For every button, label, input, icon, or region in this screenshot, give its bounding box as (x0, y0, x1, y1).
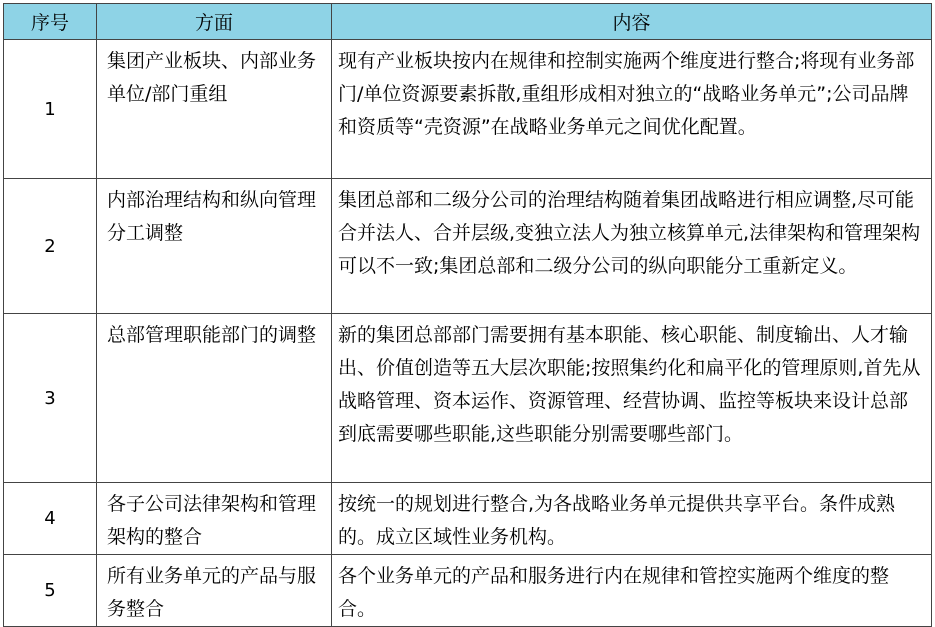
row-aspect: 总部管理职能部门的调整 (107, 324, 317, 346)
row-content: 现有产业板块按内在规律和控制实施两个维度进行整合;将现有业务部门/单位资源要素拆散,重组形成相对独立的“战略业务单元”;公司品牌和资质等“壳资源”在战略业务单元之间优化配置。 (338, 50, 915, 138)
row-no: 5 (4, 555, 97, 627)
table-row (4, 314, 932, 483)
row-no: 2 (4, 179, 97, 314)
row-content: 新的集团总部部门需要拥有基本职能、核心职能、制度输出、人才输出、价值创造等五大层次职能;按照集约化和扁平化的管理原则,首先从战略管理、资本运作、资源管理、经营协调、监控等板块来设计总部到底需要哪些职能,这些职能分别需要哪些部门。 (338, 324, 921, 445)
row-no: 4 (4, 483, 97, 555)
table-row (4, 555, 932, 627)
row-aspect: 各子公司法律架构和管理架构的整合 (107, 493, 317, 548)
table-row (4, 483, 932, 555)
row-aspect: 所有业务单元的产品与服务整合 (107, 565, 317, 620)
header-content: 内容 (332, 4, 932, 40)
table-row (4, 40, 932, 179)
header-aspect: 方面 (97, 4, 332, 40)
row-content: 按统一的规划进行整合,为各战略业务单元提供共享平台。条件成熟的。成立区域性业务机构。 (338, 493, 896, 548)
row-aspect: 集团产业板块、内部业务单位/部门重组 (107, 50, 317, 105)
row-no: 1 (4, 40, 97, 179)
row-content: 各个业务单元的产品和服务进行内在规律和管控实施两个维度的整合。 (338, 565, 890, 620)
table-row (4, 179, 932, 314)
row-no: 3 (4, 314, 97, 483)
row-content: 集团总部和二级分公司的治理结构随着集团战略进行相应调整,尽可能合并法人、合并层级,变独立法人为独立核算单元,法律架构和管理架构可以不一致;集团总部和二级分公司的纵向职能分工重新定义。 (338, 189, 921, 277)
row-aspect: 内部治理结构和纵向管理分工调整 (107, 189, 317, 244)
reorganization-table (3, 3, 932, 627)
header-no: 序号 (4, 4, 97, 40)
header-row (4, 4, 932, 40)
